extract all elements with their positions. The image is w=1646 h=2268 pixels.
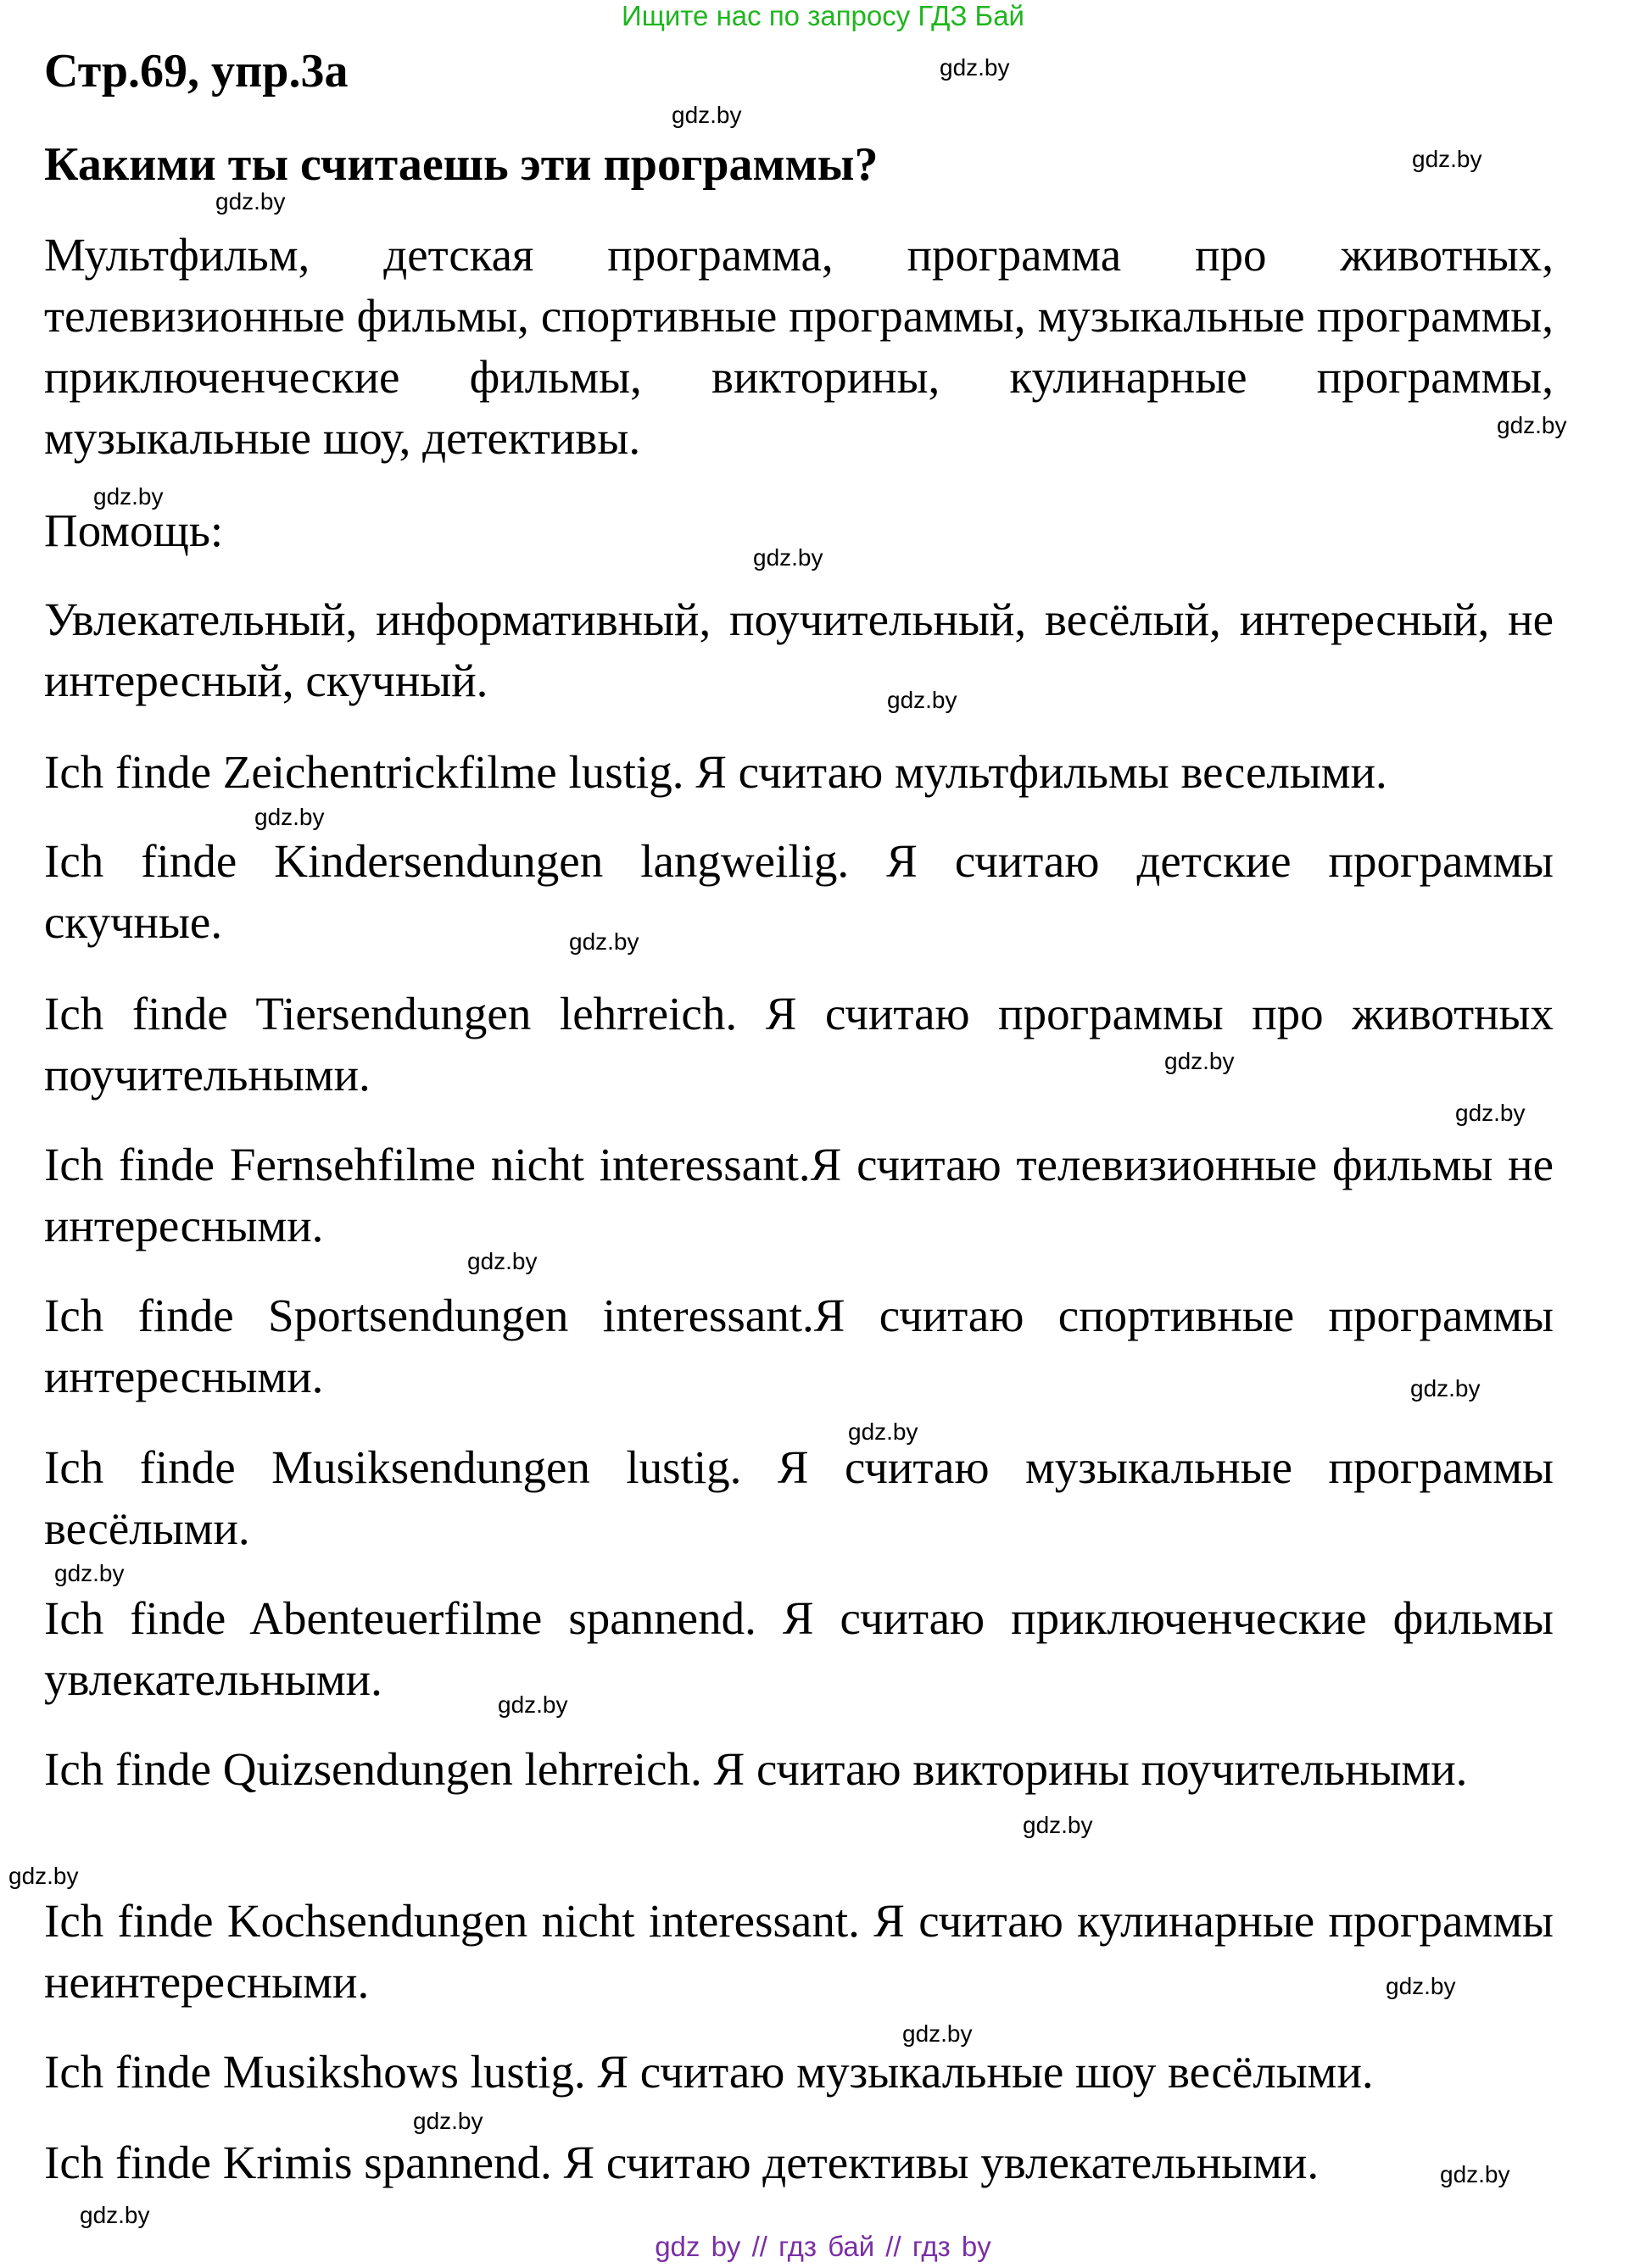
watermark: gdz.by: [215, 188, 286, 215]
watermark: gdz.by: [672, 102, 742, 128]
answer-sentence: Ich finde Tiersendungen lehrreich. Я считаю программы про животных поучительными.: [44, 988, 1554, 1101]
watermark: gdz.by: [80, 2202, 150, 2228]
watermark: gdz.by: [1455, 1100, 1526, 1126]
watermark: gdz.by: [1497, 412, 1567, 438]
watermark: gdz.by: [902, 2020, 973, 2047]
watermark: gdz.by: [1023, 1812, 1093, 1838]
watermark: gdz.by: [413, 2108, 483, 2134]
watermark: gdz.by: [93, 483, 164, 510]
help-label: Помощь:: [44, 504, 224, 556]
watermark: gdz.by: [940, 54, 1010, 81]
watermark: gdz.by: [1164, 1048, 1235, 1074]
watermark: gdz.by: [467, 1248, 538, 1274]
exercise-question: Какими ты считаешь эти программы?: [44, 138, 879, 191]
answer-sentence: Ich finde Musiksendungen lustig. Я считаю музыкальные программы весёлыми.: [44, 1441, 1554, 1554]
watermark: gdz.by: [848, 1418, 918, 1445]
watermark: gdz.by: [1410, 1375, 1481, 1401]
watermark: gdz.by: [498, 1691, 568, 1718]
watermark: gdz.by: [887, 687, 957, 713]
watermark: gdz.by: [8, 1863, 79, 1889]
help-words: Увлекательный, информативный, поучительный, весёлый, интересный, не интересный, скучный.: [44, 593, 1554, 706]
watermark: gdz.by: [254, 804, 325, 830]
answer-sentence: Ich finde Musikshows lustig. Я считаю музыкальные шоу весёлыми.: [44, 2046, 1374, 2098]
watermark: gdz.by: [1386, 1973, 1456, 1999]
programs-list: Мультфильм, детская программа, программа про животных, телевизионные фильмы, спортивные программы, музыкальные программы, приключенческие фильмы, викторины, кулинарные программы, музыкальные шоу, детективы.: [44, 229, 1554, 464]
page-title: Стр.69, упр.3а: [44, 45, 349, 98]
watermark: gdz.by: [569, 928, 639, 955]
answer-sentence: Ich finde Kochsendungen nicht interessant. Я считаю кулинарные программы неинтересными.: [44, 1895, 1554, 2008]
watermark: gdz.by: [54, 1560, 125, 1586]
answer-sentence: Ich finde Zeichentrickfilme lustig. Я считаю мультфильмы веселыми.: [44, 746, 1387, 798]
top-banner: Ищите нас по запросу ГДЗ Бай: [622, 0, 1024, 31]
watermark: gdz.by: [1412, 146, 1482, 172]
watermark: gdz.by: [1440, 2161, 1510, 2187]
watermark: gdz.by: [753, 544, 823, 571]
answer-sentence: Ich finde Abenteuerfilme spannend. Я считаю приключенческие фильмы увлекательными.: [44, 1592, 1554, 1705]
bottom-banner: gdz by // гдз бай // гдз by: [655, 2231, 991, 2262]
answer-sentence: Ich finde Sportsendungen interessant.Я считаю спортивные программы интересными.: [44, 1290, 1554, 1402]
answer-sentence: Ich finde Krimis spannend. Я считаю детективы увлекательными.: [44, 2137, 1320, 2188]
answer-sentence: Ich finde Quizsendungen lehrreich. Я считаю викторины поучительными.: [44, 1743, 1468, 1795]
answer-sentence: Ich finde Fernsehfilme nicht interessant.Я считаю телевизионные фильмы не интересными.: [44, 1139, 1554, 1251]
answer-sentence: Ich finde Kindersendungen langweilig. Я считаю детские программы скучные.: [44, 835, 1554, 948]
